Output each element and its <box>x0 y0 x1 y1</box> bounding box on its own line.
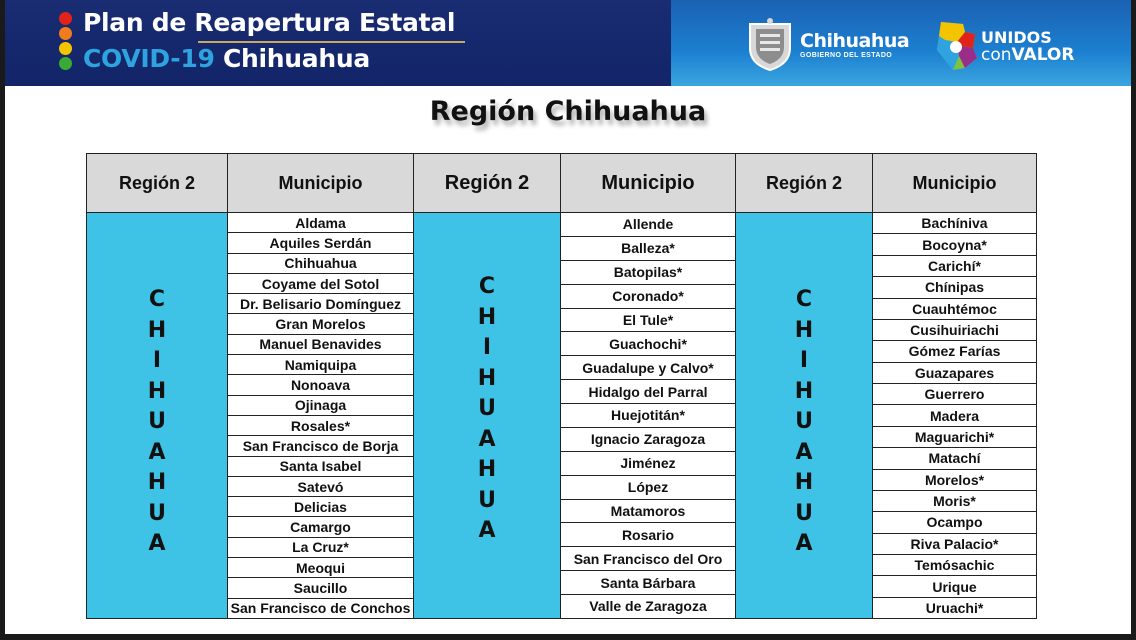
region-name-cell <box>413 213 561 619</box>
region-column-header: Región 2 <box>413 153 561 213</box>
unidos-state-map-icon <box>933 20 979 72</box>
municipio-column-header: Municipio <box>227 153 414 213</box>
municipio-row: Aquiles Serdán <box>228 233 413 253</box>
municipio-row: Ocampo <box>873 512 1036 533</box>
region-letter: H <box>147 378 167 404</box>
municipio-row: Delicias <box>228 497 413 517</box>
municipio-row: Valle de Zaragoza <box>589 598 707 615</box>
municipio-row: Chihuahua <box>228 254 413 274</box>
municipio-row: Matamoros <box>561 500 735 524</box>
municipio-row: Riva Palacio* <box>873 534 1036 555</box>
region-letter: U <box>148 409 166 434</box>
region-letter: C <box>795 287 813 312</box>
region-letter: A <box>795 439 813 465</box>
region-letter: H <box>147 470 167 495</box>
municipio-row: Santa Bárbara <box>561 571 735 595</box>
municipio-row: Cusihuiriachi <box>873 320 1036 341</box>
region-letter: H <box>477 304 497 330</box>
coat-of-arms-icon <box>747 18 793 72</box>
municipio-row: Urique <box>873 576 1036 597</box>
municipio-row: Uruachi* <box>925 599 984 616</box>
municipio-row: Moris* <box>873 491 1036 512</box>
region-letter: A <box>148 531 166 556</box>
municipio-row: Jiménez <box>561 452 735 476</box>
header-title: Plan de Reapertura Estatal <box>83 8 456 37</box>
municipio-row: Gran Morelos <box>228 314 413 334</box>
municipio-list <box>227 213 414 619</box>
covid-label: COVID-19 <box>83 44 215 73</box>
state-label: Chihuahua <box>222 44 370 73</box>
region-letter: A <box>148 439 166 465</box>
region-letter: H <box>147 317 167 343</box>
gov-logo-subtext: GOBIERNO DEL ESTADO <box>800 52 893 59</box>
municipio-row: San Francisco de Borja <box>228 436 413 456</box>
region-table-block-3 <box>735 153 1037 619</box>
municipio-row: Morelos* <box>873 470 1036 491</box>
slide <box>5 0 1131 634</box>
municipio-row: San Francisco de Conchos <box>230 600 411 617</box>
municipio-row: Maguarichi* <box>873 427 1036 448</box>
region-letter: H <box>477 365 497 391</box>
region-column-header: Región 2 <box>735 153 873 213</box>
region-letter: I <box>152 348 162 373</box>
municipio-column-header: Municipio <box>872 153 1037 213</box>
municipio-column-header: Municipio <box>560 153 736 213</box>
traffic-light-green <box>59 57 72 70</box>
municipio-row: Bachíniva <box>873 213 1036 234</box>
region-table-block-1 <box>86 153 414 619</box>
municipio-row: López <box>561 476 735 500</box>
traffic-light-orange <box>59 27 72 40</box>
municipio-row: Chínipas <box>873 277 1036 298</box>
region-name-cell <box>86 213 228 619</box>
region-vertical-label <box>87 285 227 560</box>
municipio-row: Gómez Farías <box>873 341 1036 362</box>
region-letter: H <box>794 378 814 404</box>
municipio-row: Madera <box>873 405 1036 426</box>
region-table-block-2 <box>413 153 736 619</box>
region-letter: I <box>482 335 492 360</box>
municipio-row: Coronado* <box>561 285 735 309</box>
municipio-row: Manuel Benavides <box>228 335 413 355</box>
unidos-logo-text: UNIDOS <box>981 28 1052 47</box>
region-letter: A <box>478 426 496 452</box>
municipio-row: Santa Isabel <box>228 457 413 477</box>
municipio-row: Guadalupe y Calvo* <box>561 356 735 380</box>
title-underline <box>198 41 465 43</box>
region-letter: U <box>795 409 813 434</box>
municipio-row: Aldama <box>228 213 413 233</box>
municipio-row: Hidalgo del Parral <box>561 380 735 404</box>
municipio-row: Temósachic <box>873 555 1036 576</box>
municipio-list <box>872 213 1037 619</box>
municipio-row: Namiquipa <box>228 355 413 375</box>
region-letter: C <box>148 287 166 312</box>
municipio-row: Dr. Belisario Domínguez <box>228 294 413 314</box>
municipio-row: Ignacio Zaragoza <box>561 428 735 452</box>
header-subtitle <box>83 44 370 73</box>
municipio-row: Huejotitán* <box>561 404 735 428</box>
municipio-row: Rosales* <box>228 416 413 436</box>
municipio-row: Coyame del Sotol <box>228 274 413 294</box>
municipio-row: El Tule* <box>561 309 735 333</box>
traffic-light-yellow <box>59 42 72 55</box>
municipio-row: Nonoava <box>228 375 413 395</box>
region-vertical-label <box>736 285 872 560</box>
con-word: con <box>981 45 1012 65</box>
municipio-row: Matachí <box>873 448 1036 469</box>
region-column-header: Región 2 <box>86 153 228 213</box>
municipio-list <box>560 213 736 619</box>
municipio-row: Balleza* <box>561 237 735 261</box>
traffic-light-red <box>59 12 72 25</box>
region-letter: U <box>478 487 496 513</box>
municipio-row: Allende <box>561 213 735 237</box>
municipio-row: Guerrero <box>873 384 1036 405</box>
municipio-row: Cuauhtémoc <box>873 299 1036 320</box>
region-letter: C <box>478 274 496 299</box>
region-letter: A <box>795 531 813 556</box>
municipio-row: Carichí* <box>873 256 1036 277</box>
municipio-row: Satevó <box>228 477 413 497</box>
municipio-row: Camargo <box>228 517 413 537</box>
region-vertical-label <box>414 272 560 547</box>
region-name-cell <box>735 213 873 619</box>
region-letter: I <box>799 348 809 373</box>
region-letter: H <box>794 470 814 495</box>
page-title: Región Chihuahua <box>429 96 707 127</box>
con-valor-text <box>981 45 1074 65</box>
municipio-row: Ojinaga <box>228 396 413 416</box>
region-letter: A <box>478 518 496 543</box>
municipio-row: San Francisco del Oro <box>561 547 735 571</box>
region-letter: H <box>477 457 497 482</box>
municipio-row: Batopilas* <box>561 261 735 285</box>
municipio-row: Rosario <box>561 523 735 547</box>
municipio-row: Guazapares <box>873 363 1036 384</box>
header-banner <box>5 0 671 86</box>
valor-word: VALOR <box>1011 45 1075 65</box>
region-letter: U <box>795 500 813 526</box>
region-letter: U <box>148 500 166 526</box>
municipio-row: Saucillo <box>228 578 413 598</box>
municipio-row: Bocoyna* <box>873 234 1036 255</box>
region-letter: U <box>478 396 496 421</box>
gov-logo-text: Chihuahua <box>800 30 910 52</box>
municipio-row: Meoqui <box>228 558 413 578</box>
municipio-row: La Cruz* <box>228 538 413 558</box>
region-letter: H <box>794 317 814 343</box>
municipio-row: Guachochi* <box>561 332 735 356</box>
